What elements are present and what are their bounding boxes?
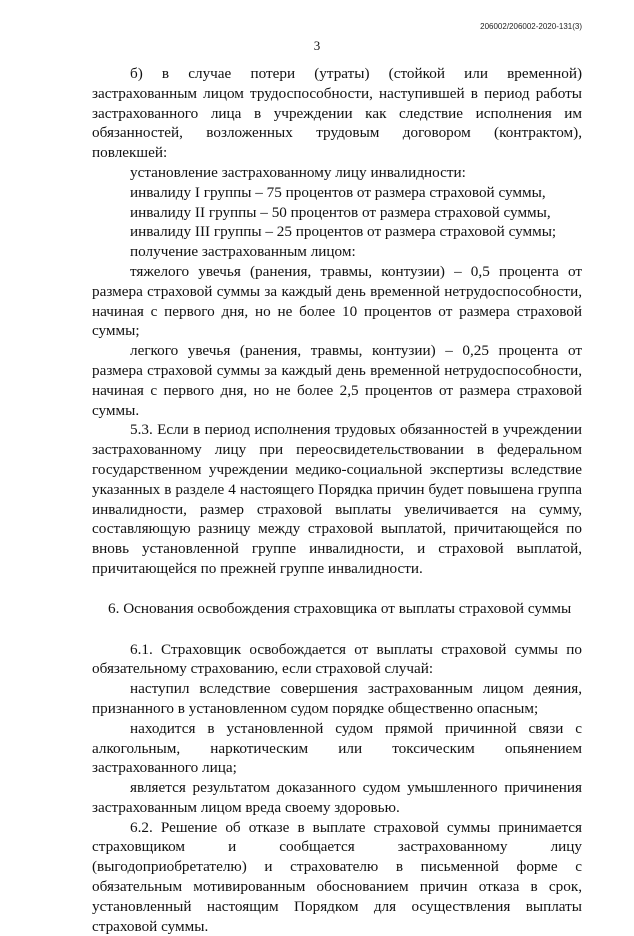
paragraph-severe-injury: тяжелого увечья (ранения, травмы, контузии) – 0,5 процента от размера страховой суммы за каждый день временной нетрудоспособности, начиная с первого дня, но не более 10 процентов от размера страховой суммы; <box>92 262 582 340</box>
paragraph-injury-intro: получение застрахованным лицом: <box>130 243 356 261</box>
section-6-heading: 6. Основания освобождения страховщика от выплаты страховой суммы <box>108 599 572 617</box>
document-id: 206002/206002-2020-131(3) <box>480 22 582 31</box>
page-number: 3 <box>313 38 321 53</box>
paragraph-disability-group-1: инвалиду I группы – 75 процентов от размера страховой суммы, <box>130 183 546 201</box>
paragraph-disability-group-2: инвалиду II группы – 50 процентов от размера страховой суммы, <box>130 203 551 221</box>
paragraph-loss-of-capacity: б) в случае потери (утраты) (стойкой или временной) застрахованным лицом трудоспособности, наступившей в период работы застрахованного лица в учреждении как следствие исполнения им обязанностей, возложенных трудовым договором (контрактом), повлекшей: <box>92 65 582 162</box>
paragraph-6-1-case-2: находится в установленной судом прямой причинной связи с алкогольным, наркотическим или токсическим опьянением застрахованного лица; <box>92 719 582 777</box>
paragraph-6-1-case-3: является результатом доказанного судом умышленного причинения застрахованным лицом вреда своему здоровью. <box>92 779 582 816</box>
paragraph-6-1: 6.1. Страховщик освобождается от выплаты страховой суммы по обязательному страхованию, если страховой случай: <box>92 640 582 678</box>
paragraph-disability-intro: установление застрахованному лицу инвалидности: <box>130 163 466 181</box>
document-body <box>92 64 582 936</box>
paragraph-disability-group-3: инвалиду III группы – 25 процентов от размера страховой суммы; <box>130 223 557 241</box>
paragraph-light-injury: легкого увечья (ранения, травмы, контузии) – 0,25 процента от размера страховой суммы за каждый день временной нетрудоспособности, начиная с первого дня, но не более 2,5 процентов от размера страховой суммы. <box>92 342 582 419</box>
paragraph-6-1-case-1: наступил вследствие совершения застрахованным лицом деяния, признанного в установленном судом порядке общественно опасным; <box>92 680 582 717</box>
paragraph-5-3: 5.3. Если в период исполнения трудовых обязанностей в учреждении застрахованному лицу при переосвидетельствовании в федеральном государственном учреждении медико-социальной экспертизы вследствие указанных в разделе 4 настоящего Порядка причин будет повышена группа инвалидности, размер страховой выплаты увеличивается на сумму, составляющую разницу между страховой выплатой, причитающейся по вновь установленной группе инвалидности, и страховой выплатой, причитающейся по прежней группе инвалидности. <box>92 421 582 577</box>
paragraph-6-2: 6.2. Решение об отказе в выплате страховой суммы принимается страховщиком и сообщается застрахованному лицу (выгодоприобретателю) и страхователю в письменной форме с обязательным мотивированным обоснованием причин отказа в срок, установленный настоящим Порядком для осуществления выплаты страховой суммы. <box>92 818 582 935</box>
